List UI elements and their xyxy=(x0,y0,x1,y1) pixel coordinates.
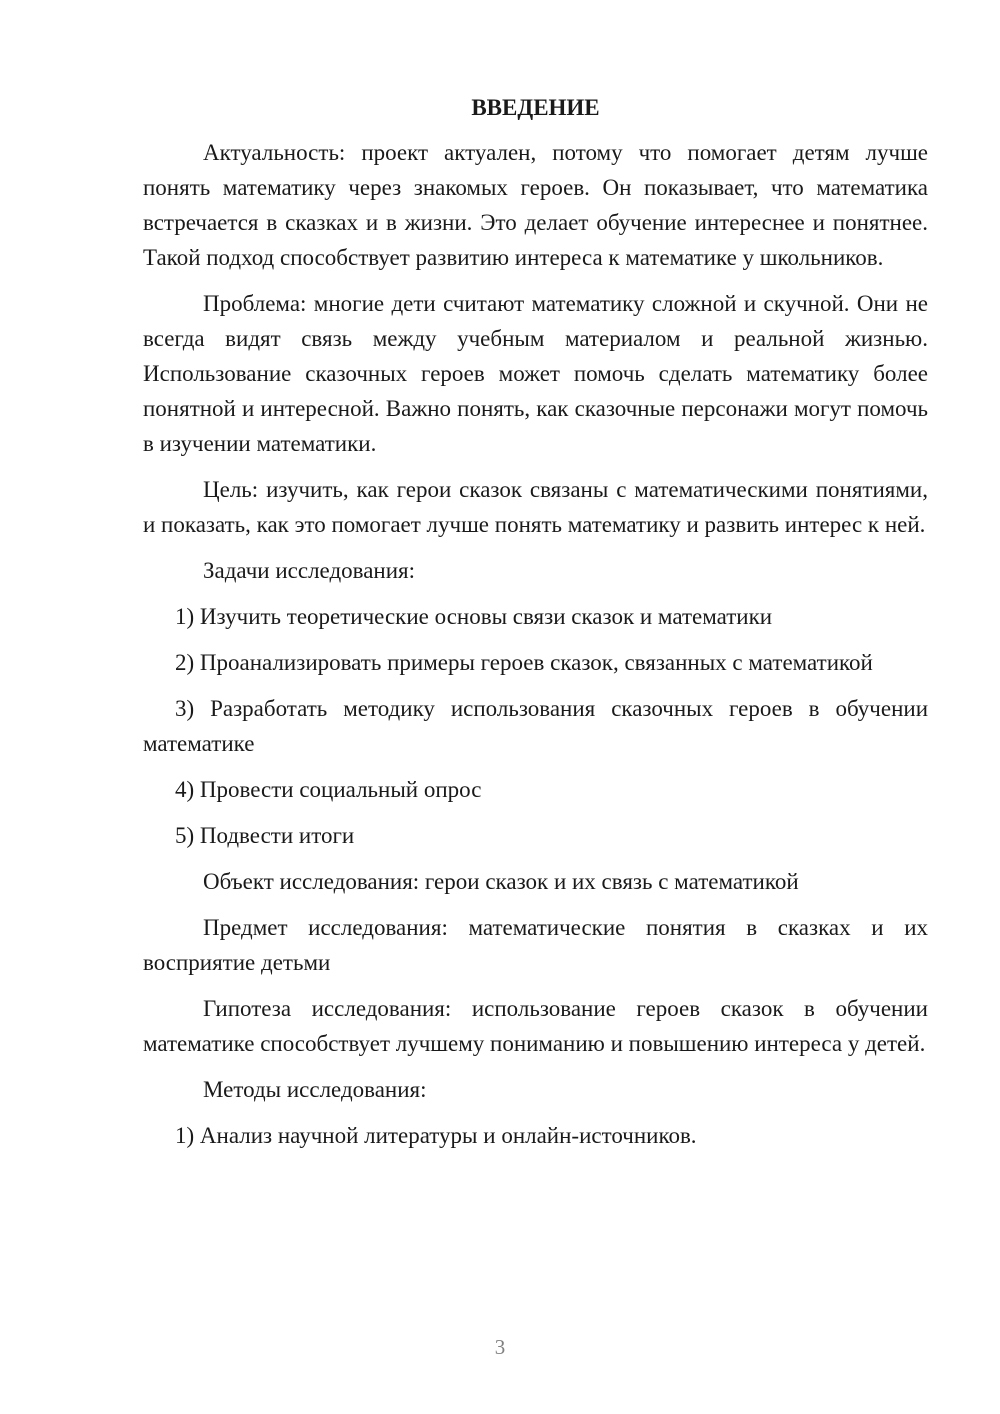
problem-paragraph: Проблема: многие дети считают математику сложной и скучной. Они не всегда видят связь между учебным материалом и реальной жизнью. Использование сказочных героев может помочь сделать математику более понятной и интересной. Важно понять, как сказочные персонажи могут помочь в изучении математики. xyxy=(143,291,928,456)
method-item-1: 1) Анализ научной литературы и онлайн-источников. xyxy=(175,1123,697,1148)
goal-paragraph: Цель: изучить, как герои сказок связаны с математическими понятиями, и показать, как это помогает лучше понять математику и развить интерес к ней. xyxy=(143,477,928,537)
task-item-4: 4) Провести социальный опрос xyxy=(175,777,482,802)
tasks-heading: Задачи исследования: xyxy=(203,558,416,583)
task-item-3: 3) Разработать методику использования сказочных героев в обучении математике xyxy=(143,696,928,756)
methods-heading: Методы исследования: xyxy=(203,1077,427,1102)
object-paragraph: Объект исследования: герои сказок и их связь с математикой xyxy=(203,869,799,894)
task-item-2: 2) Проанализировать примеры героев сказок, связанных с математикой xyxy=(175,650,873,675)
task-item-5: 5) Подвести итоги xyxy=(175,823,355,848)
page-number: 3 xyxy=(494,1335,506,1359)
page-content xyxy=(143,90,928,1164)
subject-paragraph: Предмет исследования: математические понятия в сказках и их восприятие детьми xyxy=(143,915,928,975)
hypothesis-paragraph: Гипотеза исследования: использование героев сказок в обучении математике способствует лучшему пониманию и повышению интереса у детей. xyxy=(143,996,928,1056)
section-title: ВВЕДЕНИЕ xyxy=(471,95,600,120)
relevance-paragraph: Актуальность: проект актуален, потому что помогает детям лучше понять математику через знакомых героев. Он показывает, что математика встречается в сказках и в жизни. Это делает обучение интереснее и понятнее. Такой подход способствует развитию интереса к математике у школьников. xyxy=(143,140,928,270)
task-item-1: 1) Изучить теоретические основы связи сказок и математики xyxy=(175,604,773,629)
